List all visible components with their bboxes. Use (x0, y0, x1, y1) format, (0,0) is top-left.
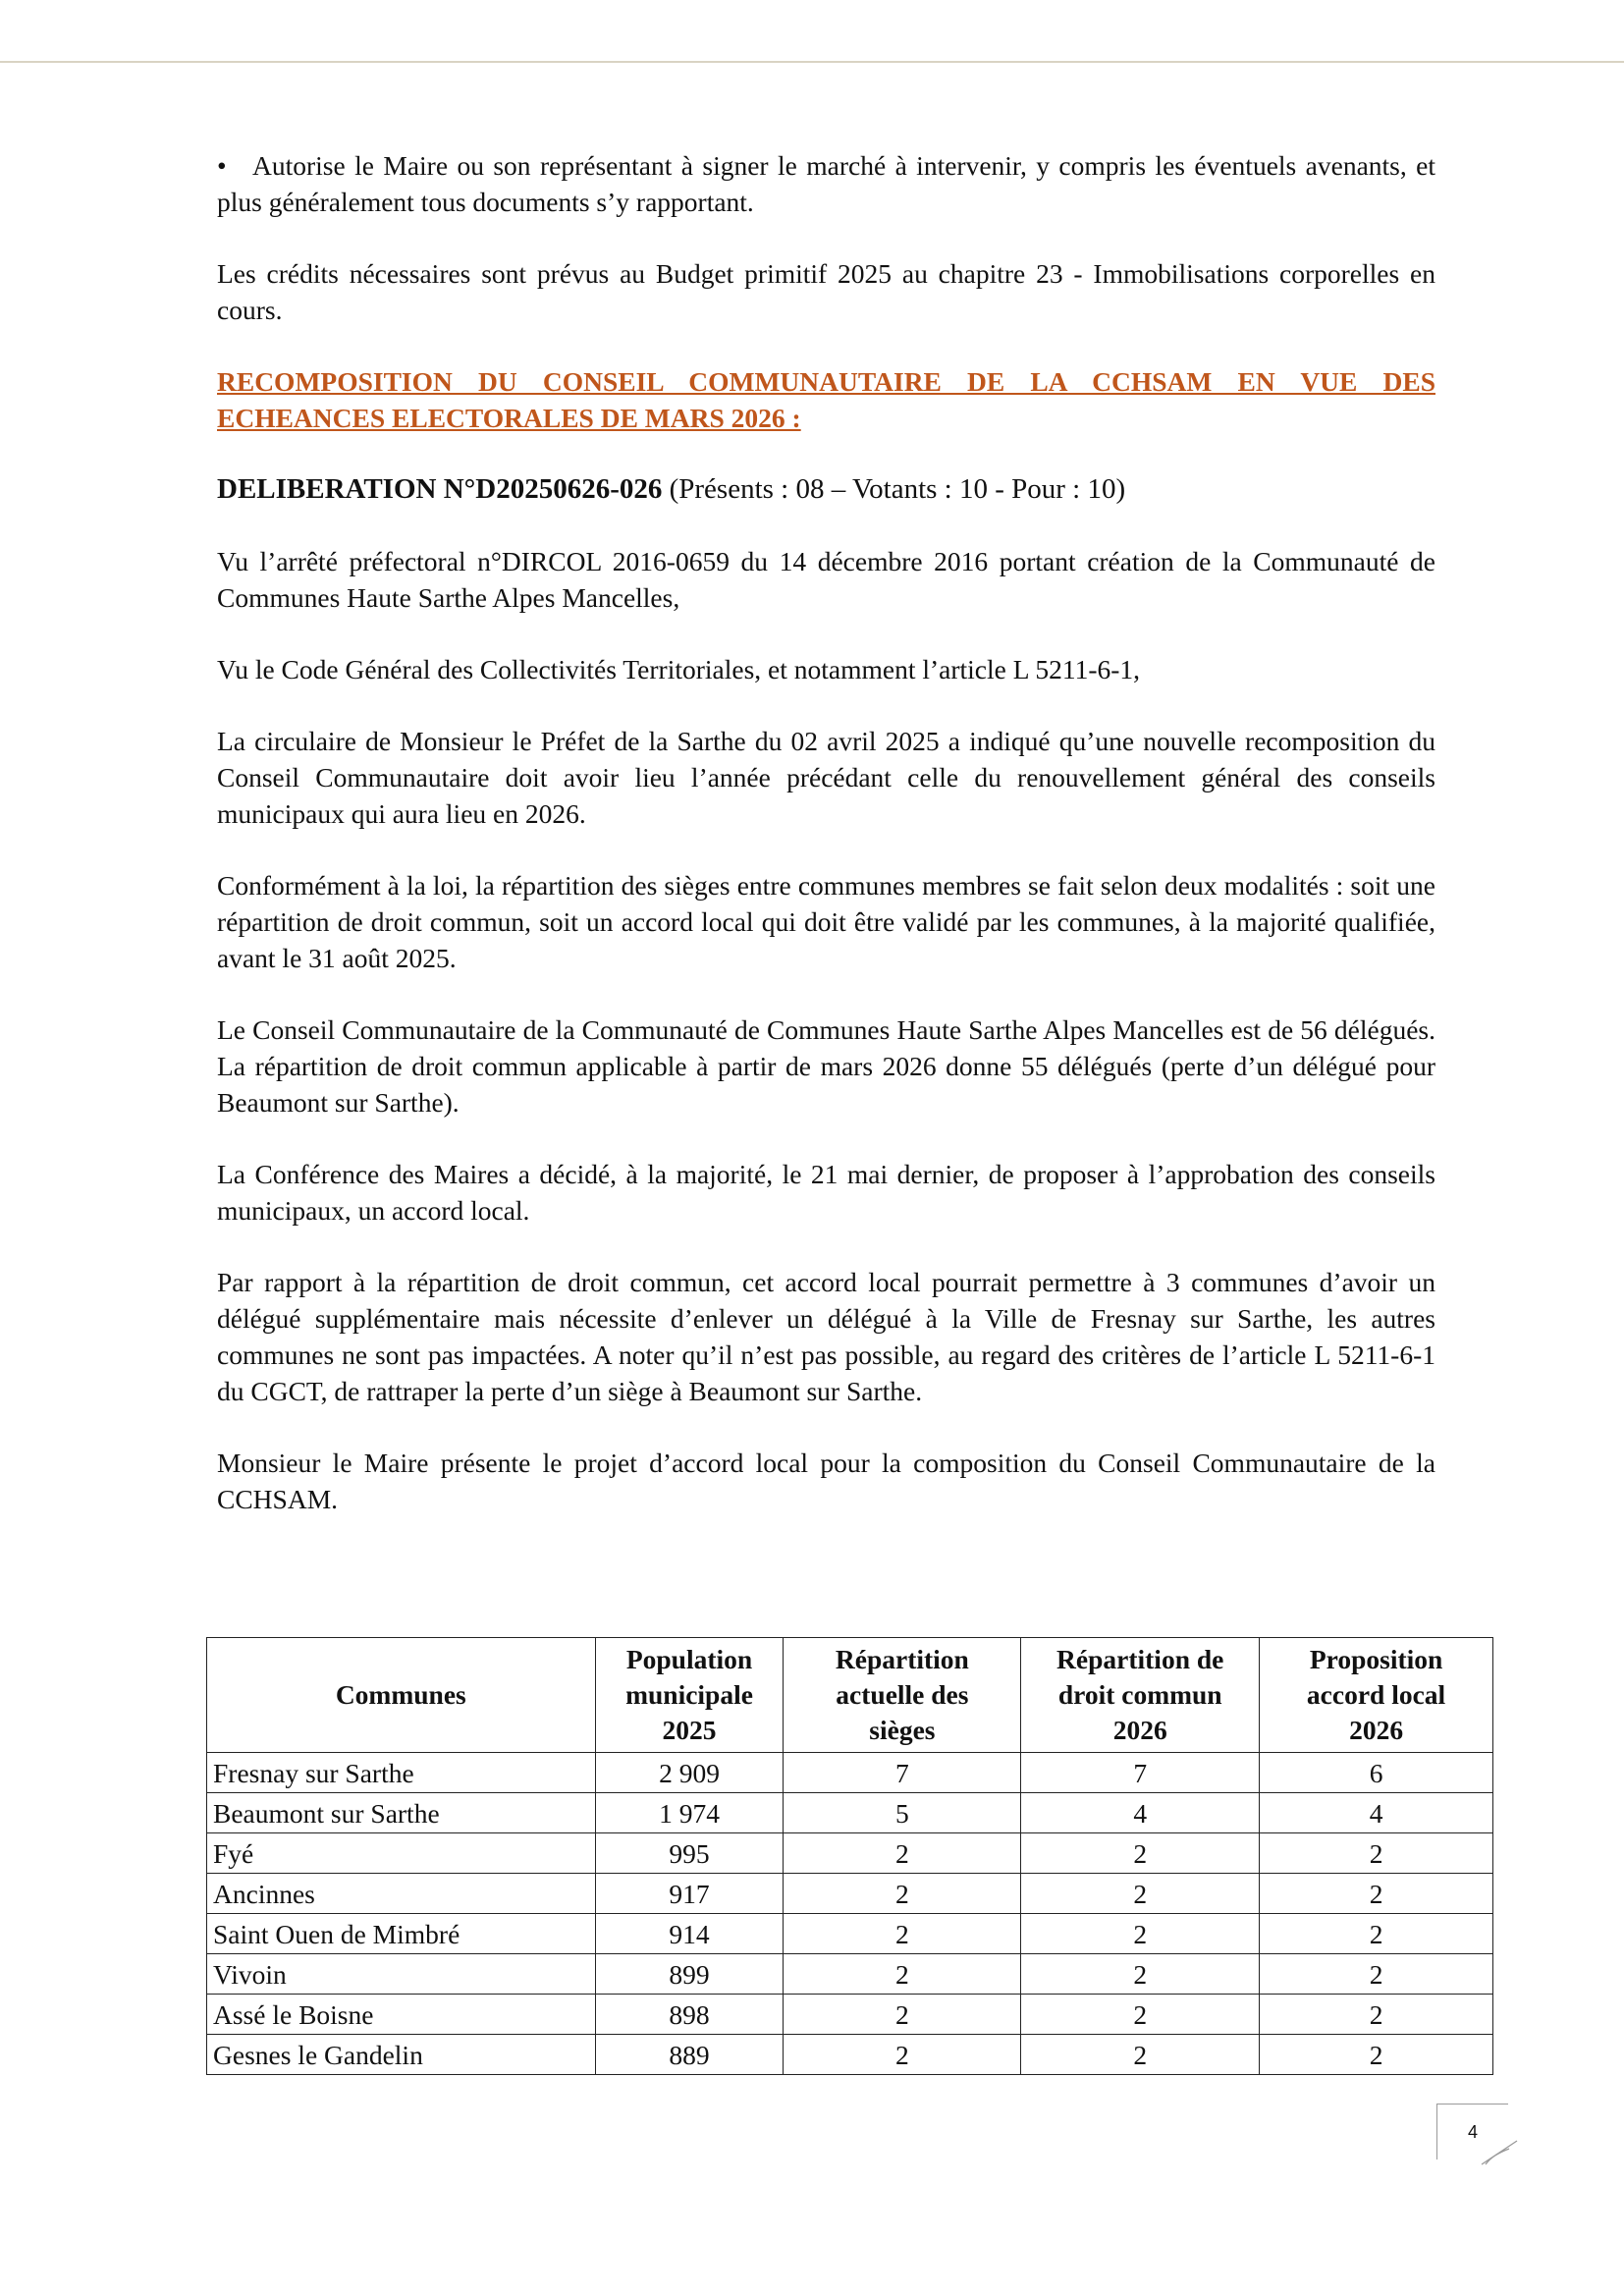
commune-cell: Fresnay sur Sarthe (207, 1753, 596, 1793)
paragraph-accord-local: Par rapport à la répartition de droit commun, cet accord local pourrait permettre à 3 communes d’avoir un délégué supplémentaire mais nécessite d’enlever un délégué à la Ville de Fresnay sur Sarthe, les autres communes ne sont pas impactées. A noter qu’il n’est pas possible, au regard des critères de l’article L 5211-6-1 du CGCT, de rattraper la perte d’un siège à Beaumont sur Sarthe. (217, 1267, 1435, 1406)
section-title: RECOMPOSITION DU CONSEIL COMMUNAUTAIRE DE LA CCHSAM EN VUE DES ECHEANCES ELECTORALES DE MARS 2026 : (217, 366, 1435, 433)
local-agreement-seats-cell: 4 (1260, 1793, 1493, 1833)
table-row (207, 2035, 1493, 2075)
commune-cell: Assé le Boisne (207, 1995, 596, 2035)
common-law-seats-cell: 2 (1021, 1874, 1260, 1914)
page-curl-icon (1480, 2139, 1519, 2166)
bullet-paragraph (217, 147, 1435, 220)
population-cell: 2 909 (595, 1753, 784, 1793)
population-cell: 917 (595, 1874, 784, 1914)
header-repartition-actuelle: Répartition actuelle des sièges (784, 1638, 1021, 1753)
current-seats-cell: 2 (784, 1914, 1021, 1954)
paragraph-conference: La Conférence des Maires a décidé, à la majorité, le 21 mai dernier, de proposer à l’approbation des conseils municipaux, un accord local. (217, 1159, 1435, 1226)
local-agreement-seats-cell: 2 (1260, 1954, 1493, 1995)
local-agreement-seats-cell: 2 (1260, 1995, 1493, 2035)
top-divider (0, 61, 1624, 63)
deliberation-votes: (Présents : 08 – Votants : 10 - Pour : 10) (662, 473, 1126, 505)
local-agreement-seats-cell: 2 (1260, 1833, 1493, 1874)
table-header-row (207, 1638, 1493, 1753)
table-row (207, 1914, 1493, 1954)
commune-cell: Vivoin (207, 1954, 596, 1995)
credits-paragraph: Les crédits nécessaires sont prévus au Budget primitif 2025 au chapitre 23 - Immobilisations corporelles en cours. (217, 258, 1435, 325)
header-droit-commun: Répartition de droit commun 2026 (1021, 1638, 1260, 1753)
common-law-seats-cell: 2 (1021, 1833, 1260, 1874)
local-agreement-seats-cell: 2 (1260, 2035, 1493, 2075)
common-law-seats-cell: 7 (1021, 1753, 1260, 1793)
paragraph-projet: Monsieur le Maire présente le projet d’accord local pour la composition du Conseil Communautaire de la CCHSAM. (217, 1448, 1435, 1514)
page-number: 4 (1436, 2104, 1508, 2159)
common-law-seats-cell: 2 (1021, 1954, 1260, 1995)
table-row (207, 1954, 1493, 1995)
local-agreement-seats-cell: 6 (1260, 1753, 1493, 1793)
table-row (207, 1753, 1493, 1793)
common-law-seats-cell: 2 (1021, 2035, 1260, 2075)
header-accord-local: Proposition accord local 2026 (1260, 1638, 1493, 1753)
deliberation-number: DELIBERATION N°D20250626-026 (217, 473, 663, 505)
population-cell: 914 (595, 1914, 784, 1954)
paragraph-loi: Conformément à la loi, la répartition des sièges entre communes membres se fait selon deux modalités : soit une répartition de droit commun, soit un accord local qui doit être validé par les communes, à la majorité qualifiée, avant le 31 août 2025. (217, 870, 1435, 973)
current-seats-cell: 7 (784, 1753, 1021, 1793)
bullet-text: Autorise le Maire ou son représentant à signer le marché à intervenir, y compris les éventuels avenants, et plus généralement tous documents s’y rapportant. (217, 150, 1435, 217)
current-seats-cell: 5 (784, 1793, 1021, 1833)
local-agreement-seats-cell: 2 (1260, 1914, 1493, 1954)
paragraph-code-general: Vu le Code Général des Collectivités Territoriales, et notamment l’article L 5211-6-1, (217, 654, 1141, 684)
common-law-seats-cell: 4 (1021, 1793, 1260, 1833)
table-row (207, 1874, 1493, 1914)
document-body (217, 147, 1435, 1517)
current-seats-cell: 2 (784, 1833, 1021, 1874)
paragraph-arrete: Vu l’arrêté préfectoral n°DIRCOL 2016-0659 du 14 décembre 2016 portant création de la Communauté de Communes Haute Sarthe Alpes Mancelles, (217, 546, 1435, 613)
commune-cell: Saint Ouen de Mimbré (207, 1914, 596, 1954)
current-seats-cell: 2 (784, 2035, 1021, 2075)
table-row (207, 1833, 1493, 1874)
current-seats-cell: 2 (784, 1954, 1021, 1995)
population-cell: 898 (595, 1995, 784, 2035)
bullet-marker: • (217, 150, 227, 181)
current-seats-cell: 2 (784, 1995, 1021, 2035)
local-agreement-seats-cell: 2 (1260, 1874, 1493, 1914)
current-seats-cell: 2 (784, 1874, 1021, 1914)
table-row (207, 1793, 1493, 1833)
population-cell: 889 (595, 2035, 784, 2075)
commune-cell: Gesnes le Gandelin (207, 2035, 596, 2075)
common-law-seats-cell: 2 (1021, 1995, 1260, 2035)
header-population: Population municipale 2025 (595, 1638, 784, 1753)
table-row (207, 1995, 1493, 2035)
deliberation-heading (217, 471, 1435, 508)
population-cell: 899 (595, 1954, 784, 1995)
commune-cell: Fyé (207, 1833, 596, 1874)
commune-cell: Ancinnes (207, 1874, 596, 1914)
population-cell: 1 974 (595, 1793, 784, 1833)
population-cell: 995 (595, 1833, 784, 1874)
paragraph-conseil: Le Conseil Communautaire de la Communauté de Communes Haute Sarthe Alpes Mancelles est de 56 délégués. La répartition de droit commun applicable à partir de mars 2026 donne 55 délégués (perte d’un délégué pour Beaumont sur Sarthe). (217, 1014, 1435, 1118)
common-law-seats-cell: 2 (1021, 1914, 1260, 1954)
commune-cell: Beaumont sur Sarthe (207, 1793, 596, 1833)
paragraph-circulaire: La circulaire de Monsieur le Préfet de la Sarthe du 02 avril 2025 a indiqué qu’une nouvelle recomposition du Conseil Communautaire doit avoir lieu l’année précédant celle du renouvellement général des conseils municipaux qui aura lieu en 2026. (217, 726, 1435, 829)
seats-table (206, 1637, 1493, 2075)
header-communes: Communes (207, 1638, 596, 1753)
